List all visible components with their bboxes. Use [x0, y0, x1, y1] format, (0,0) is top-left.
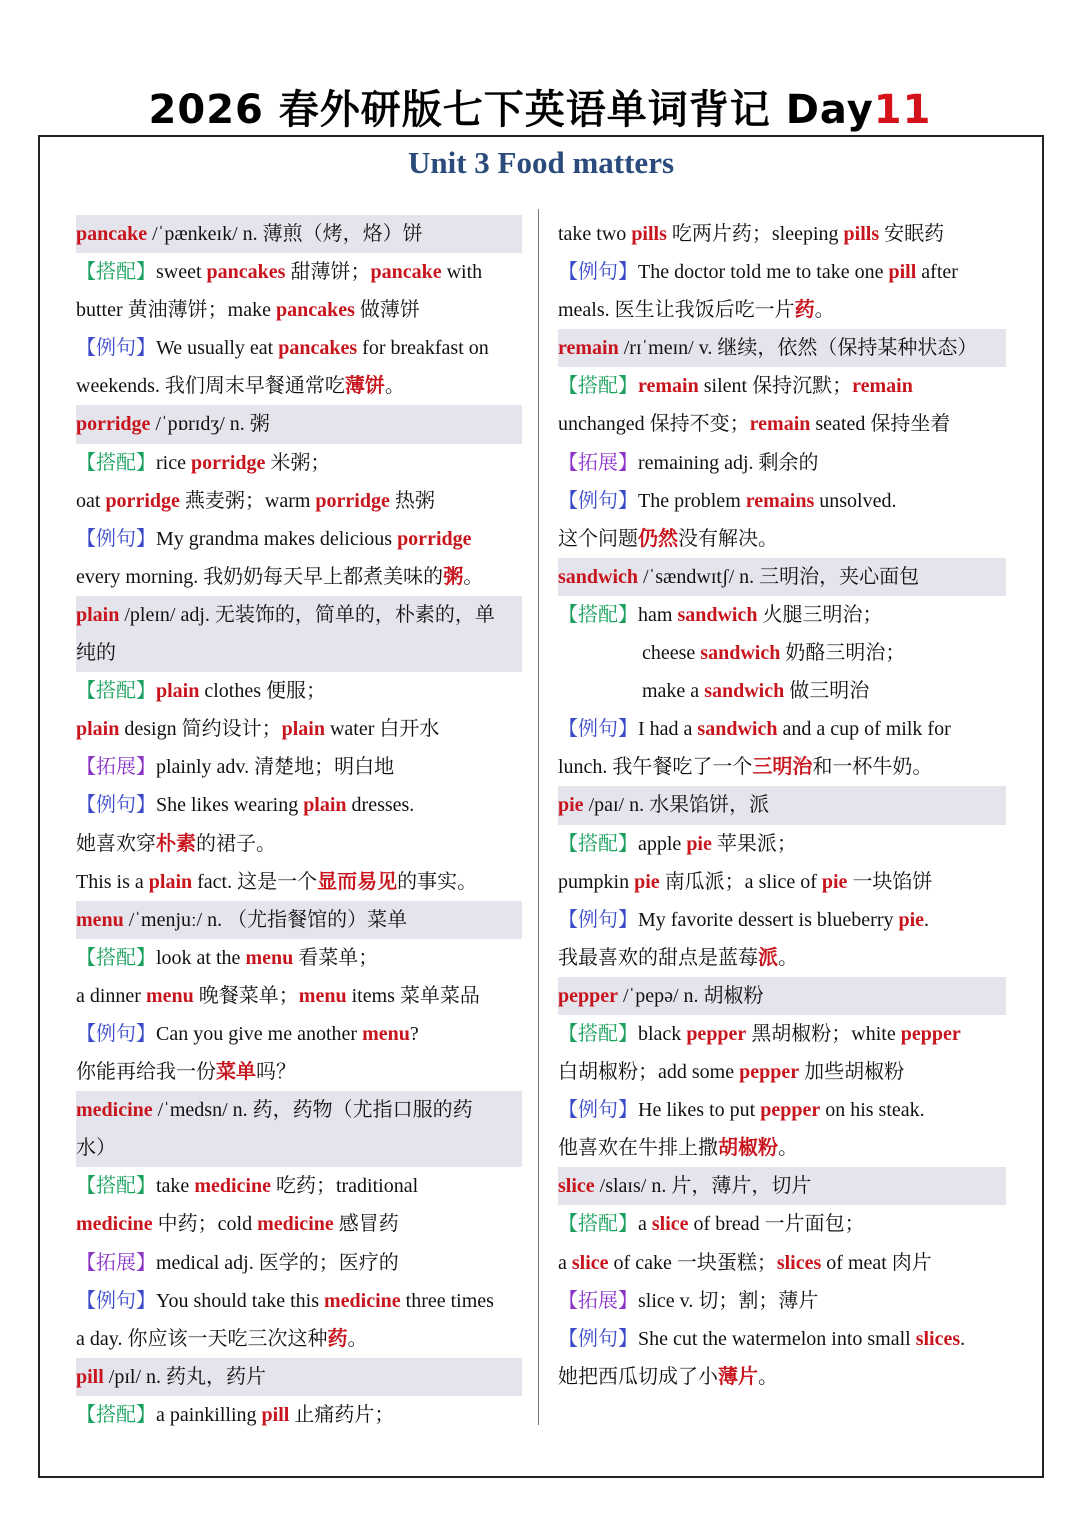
entry-line	[76, 786, 522, 824]
headword: plain	[76, 603, 120, 626]
headword: menu	[245, 946, 294, 969]
entry-header-line	[558, 558, 1006, 596]
example-tag: 【例句】	[558, 489, 638, 512]
headword: medicine	[324, 1289, 401, 1312]
text: 止痛药片；	[289, 1403, 395, 1426]
headword: pancake	[370, 261, 442, 284]
text: after	[916, 261, 958, 284]
entry-line	[76, 1244, 522, 1282]
entry-line	[558, 596, 1006, 634]
text: /pɪl/ n. 药丸，药片	[103, 1365, 267, 1388]
example-tag: 【例句】	[558, 1327, 638, 1350]
text: silent 保持沉默；	[698, 375, 853, 398]
text: 奶酪三明治；	[780, 642, 906, 665]
text: make a	[642, 680, 705, 703]
headword: pill	[888, 261, 917, 284]
text: clothes 便服；	[199, 680, 327, 703]
entry-line	[558, 672, 1006, 710]
text: rice	[156, 451, 191, 474]
entry-line	[76, 1320, 522, 1358]
headword: sandwich	[704, 680, 785, 703]
entry-line	[76, 710, 522, 748]
text: 你能再给我一份	[76, 1061, 216, 1084]
text: ?	[409, 1022, 419, 1045]
key-translation: 三明治	[752, 756, 813, 779]
headword: pancakes	[275, 299, 355, 322]
headword: pills	[631, 223, 667, 245]
entry-header-line	[76, 405, 522, 443]
text: 甜薄饼；	[285, 261, 371, 284]
headword: medicine	[76, 1099, 153, 1122]
text: 看菜单；	[293, 946, 379, 969]
unit-title: Unit 3 Food matters	[407, 145, 675, 180]
text: cheese	[642, 642, 701, 665]
entry-header-line	[76, 901, 522, 939]
extension-tag: 【拓展】	[76, 1251, 156, 1274]
key-translation: 胡椒粉	[718, 1137, 778, 1160]
text: 安眠药	[879, 223, 945, 245]
entry-line	[558, 1282, 1006, 1320]
headword: pie	[898, 908, 925, 931]
text: plainly adv. 清楚地；明白地	[156, 756, 395, 779]
headword: remain	[852, 375, 913, 398]
headword: slice	[651, 1213, 689, 1236]
entry-line	[76, 939, 522, 977]
headword: pepper	[739, 1061, 800, 1084]
entry-line	[76, 863, 522, 901]
entry-line	[558, 444, 1006, 482]
text: 一块馅饼	[847, 870, 933, 893]
collocation-tag: 【搭配】	[76, 1175, 156, 1198]
example-tag: 【例句】	[76, 1022, 156, 1045]
entry-line	[76, 1396, 522, 1434]
text: take two	[558, 223, 632, 245]
collocation-tag: 【搭配】	[76, 1403, 156, 1426]
headword: slice	[571, 1251, 609, 1274]
extension-tag: 【拓展】	[558, 1289, 638, 1312]
headword: menu	[362, 1022, 410, 1045]
entry-line	[76, 291, 522, 329]
example-tag: 【例句】	[558, 261, 638, 284]
text: black	[638, 1022, 687, 1045]
headword: remains	[745, 489, 815, 512]
text: 火腿三明治；	[757, 603, 883, 626]
text: 。	[758, 1365, 778, 1388]
entry-line	[558, 1244, 1006, 1282]
text: 和一杯牛奶。	[812, 756, 933, 779]
headword: slice	[558, 1175, 595, 1198]
text: medical adj. 医学的；医疗的	[156, 1251, 399, 1274]
entry-line	[558, 520, 1006, 558]
text: of meat 肉片	[821, 1251, 932, 1274]
headword: plain	[281, 718, 325, 741]
text: /ˈpænkeɪk/ n. 薄煎（烤，烙）饼	[147, 223, 423, 245]
key-translation: 药	[327, 1327, 348, 1350]
text: 中药；cold	[152, 1213, 258, 1236]
text: /paɪ/ n. 水果馅饼，派	[583, 794, 770, 817]
text: remaining adj. 剩余的	[638, 451, 819, 474]
text: 我最喜欢的甜点是蓝莓	[558, 946, 758, 969]
text: She cut the watermelon into small	[638, 1327, 916, 1350]
text: 。	[778, 946, 798, 969]
text: He likes to put	[638, 1099, 761, 1122]
entry-line	[76, 1053, 522, 1091]
text: We usually eat	[156, 337, 279, 360]
text: 白胡椒粉；add some	[558, 1061, 740, 1084]
text: items 菜单菜品	[346, 984, 480, 1007]
headword: pepper	[558, 984, 618, 1007]
headword: plain	[156, 680, 200, 703]
text: look at the	[156, 946, 246, 969]
example-tag: 【例句】	[558, 908, 638, 931]
text: for breakfast on	[357, 337, 489, 360]
text: 她喜欢穿	[76, 832, 156, 855]
entry-line	[558, 215, 1006, 253]
text: pumpkin	[558, 870, 635, 893]
text: design 简约设计；	[119, 718, 282, 741]
entry-line	[76, 444, 522, 482]
text: My grandma makes delicious	[156, 527, 398, 550]
entry-line	[558, 901, 1006, 939]
key-translation: 仍然	[638, 527, 678, 550]
text: Can you give me another	[156, 1022, 363, 1045]
text: 黑胡椒粉；white	[746, 1022, 901, 1045]
text: three times	[400, 1289, 494, 1312]
key-translation: 显而易见	[317, 870, 398, 893]
entry-line	[76, 977, 522, 1015]
text: My favorite dessert is blueberry	[638, 908, 899, 931]
headword: medicine	[76, 1213, 153, 1236]
entry-line	[558, 825, 1006, 863]
headword: sandwich	[677, 603, 758, 626]
headword: porridge	[190, 451, 266, 474]
text: meals. 医生让我饭后吃一片	[558, 299, 795, 322]
headword: slices	[776, 1251, 822, 1274]
collocation-tag: 【搭配】	[76, 261, 156, 284]
key-translation: 薄片	[718, 1365, 758, 1388]
example-tag: 【例句】	[76, 527, 156, 550]
entry-line	[76, 253, 522, 291]
text: .	[960, 1327, 966, 1350]
text: 燕麦粥；warm	[179, 489, 316, 512]
entry-line	[558, 863, 1006, 901]
text: dresses.	[346, 794, 415, 817]
text: 做薄饼	[354, 299, 420, 322]
headword: pepper	[760, 1099, 821, 1122]
page-title-day: 11	[873, 87, 932, 133]
text: 加些胡椒粉	[799, 1061, 905, 1084]
text: /pleɪn/ adj. 无装饰的，简单的，朴素的，单	[119, 603, 495, 626]
text: lunch. 我午餐吃了一个	[558, 756, 753, 779]
entry-line	[558, 939, 1006, 977]
text: I had a	[638, 718, 698, 741]
text: .	[924, 908, 930, 931]
text: /rɪˈmeɪn/ v. 继续，依然（保持某种状态）	[618, 337, 978, 360]
text: water 白开水	[324, 718, 440, 741]
column-divider	[538, 209, 539, 1425]
headword: pie	[558, 794, 584, 817]
extension-tag: 【拓展】	[558, 451, 638, 474]
text: 没有解决。	[678, 527, 778, 550]
entry-line	[558, 1015, 1006, 1053]
entry-header-line	[558, 1167, 1006, 1205]
collocation-tag: 【搭配】	[558, 1213, 638, 1236]
text: slice v. 切；割；薄片	[638, 1289, 819, 1312]
left-column	[76, 215, 522, 1434]
entry-line	[76, 1282, 522, 1320]
entry-header-line	[558, 977, 1006, 1015]
entry-line	[76, 672, 522, 710]
text: take	[156, 1175, 195, 1198]
text: 吃药；traditional	[270, 1175, 419, 1198]
headword: sandwich	[697, 718, 778, 741]
text: a day. 你应该一天吃三次这种	[76, 1327, 328, 1350]
text: 纯的	[76, 642, 116, 665]
entry-line	[76, 482, 522, 520]
headword: pill	[76, 1365, 104, 1388]
headword: pill	[261, 1403, 290, 1426]
entry-line	[76, 367, 522, 405]
text: 热粥	[389, 489, 435, 512]
text: 。	[778, 1137, 798, 1160]
headword: medicine	[257, 1213, 334, 1236]
collocation-tag: 【搭配】	[558, 603, 638, 626]
entry-line	[558, 710, 1006, 748]
collocation-tag: 【搭配】	[558, 375, 638, 398]
text: a painkilling	[156, 1403, 262, 1426]
text: oat	[76, 489, 106, 512]
entry-line	[76, 520, 522, 558]
entry-header-line	[76, 215, 522, 253]
entry-line	[558, 634, 1006, 672]
entry-line	[558, 1091, 1006, 1129]
headword: pancakes	[278, 337, 358, 360]
entry-line	[558, 405, 1006, 443]
text: 她把西瓜切成了小	[558, 1365, 718, 1388]
headword: porridge	[315, 489, 390, 512]
text: 。	[347, 1327, 368, 1350]
text: 水）	[76, 1137, 116, 1160]
text: The problem	[638, 489, 746, 512]
text: 。	[814, 299, 835, 322]
text: /ˈmenjuː/ n. （尤指餐馆的）菜单	[123, 908, 408, 931]
headword: slices	[915, 1327, 961, 1350]
content-frame	[38, 135, 1044, 1478]
headword: pepper	[686, 1022, 747, 1045]
entry-line	[558, 1358, 1006, 1396]
entry-header-line	[558, 786, 1006, 824]
text: seated 保持坐着	[810, 413, 951, 436]
text: 做三明治	[784, 680, 870, 703]
collocation-tag: 【搭配】	[558, 832, 638, 855]
key-translation: 药	[794, 299, 815, 322]
headword: pancake	[76, 223, 148, 245]
headword: remain	[749, 413, 811, 436]
headword: sandwich	[700, 642, 781, 665]
text: 米粥；	[265, 451, 331, 474]
text: 吗？	[256, 1061, 296, 1084]
headword: porridge	[105, 489, 180, 512]
text: every morning. 我奶奶每天早上都煮美味的	[76, 565, 444, 588]
page-title-text: 2026 春外研版七下英语单词背记 Day	[148, 87, 874, 133]
text: She likes wearing	[156, 794, 304, 817]
text: fact. 这是一个	[192, 870, 318, 893]
headword: remain	[638, 375, 699, 398]
entry-line	[558, 1320, 1006, 1358]
example-tag: 【例句】	[558, 718, 638, 741]
headword: plain	[303, 794, 347, 817]
text: This is a	[76, 870, 149, 893]
text: of cake 一块蛋糕；	[608, 1251, 777, 1274]
text: 吃两片药；sleeping	[666, 223, 844, 245]
text: The doctor told me to take one	[638, 261, 889, 284]
key-translation: 薄饼	[344, 375, 385, 398]
example-tag: 【例句】	[76, 794, 156, 817]
text: /ˈmedsn/ n. 药，药物（尤指口服的药	[152, 1099, 473, 1122]
headword: medicine	[194, 1175, 271, 1198]
text: unchanged 保持不变；	[558, 413, 750, 436]
key-translation: 派	[758, 946, 778, 969]
headword: menu	[145, 984, 194, 1007]
collocation-tag: 【搭配】	[558, 1022, 638, 1045]
text: 苹果派；	[711, 832, 797, 855]
entry-line	[76, 1205, 522, 1243]
entry-line	[558, 253, 1006, 291]
headword: pepper	[900, 1022, 961, 1045]
text: apple	[638, 832, 687, 855]
entry-header-line	[558, 329, 1006, 367]
text: /ˈpepə/ n. 胡椒粉	[618, 984, 764, 1007]
right-column	[558, 215, 1006, 1396]
example-tag: 【例句】	[76, 1289, 156, 1312]
text: 这个问题	[558, 527, 638, 550]
text: 感冒药	[333, 1213, 399, 1236]
text: unsolved.	[814, 489, 897, 512]
entry-header-line	[76, 596, 522, 634]
headword: pancakes	[206, 261, 286, 284]
extension-tag: 【拓展】	[76, 756, 156, 779]
collocation-tag: 【搭配】	[76, 680, 156, 703]
entry-line	[76, 558, 522, 596]
text: 晚餐菜单；	[193, 984, 299, 1007]
headword: plain	[148, 870, 193, 893]
text: butter 黄油薄饼；make	[76, 299, 276, 322]
headword: pie	[821, 870, 848, 893]
entry-line	[558, 1205, 1006, 1243]
headword: remain	[558, 337, 619, 360]
text: /ˈpɒrɪdʒ/ n. 粥	[150, 413, 270, 436]
collocation-tag: 【搭配】	[76, 946, 156, 969]
entry-line	[76, 329, 522, 367]
entry-line	[76, 748, 522, 786]
entry-line	[76, 1167, 522, 1205]
text: 。	[384, 375, 405, 398]
headword: porridge	[397, 527, 472, 550]
text: weekends. 我们周末早餐通常吃	[76, 375, 345, 398]
headword: sandwich	[558, 565, 639, 588]
text: 南瓜派；a slice of	[659, 870, 822, 893]
text: and a cup of milk for	[777, 718, 951, 741]
text: ham	[638, 603, 678, 626]
key-translation: 菜单	[216, 1061, 256, 1084]
entry-line	[558, 291, 1006, 329]
text: /slaɪs/ n. 片，薄片，切片	[594, 1175, 812, 1198]
entry-header-line	[76, 634, 522, 672]
headword: plain	[76, 718, 120, 741]
text: 他喜欢在牛排上撒	[558, 1137, 718, 1160]
entry-line	[558, 482, 1006, 520]
text: sweet	[156, 261, 207, 284]
text: 的裙子。	[196, 832, 276, 855]
text: 的事实。	[397, 870, 478, 893]
headword: pie	[634, 870, 660, 893]
text: You should take this	[156, 1289, 324, 1312]
key-translation: 粥	[443, 565, 464, 588]
headword: porridge	[76, 413, 151, 436]
headword: menu	[76, 908, 124, 931]
text: on his steak.	[820, 1099, 925, 1122]
headword: menu	[298, 984, 347, 1007]
text: /ˈsændwɪtʃ/ n. 三明治，夹心面包	[638, 565, 920, 588]
key-translation: 朴素	[156, 832, 196, 855]
entry-line	[558, 1129, 1006, 1167]
entry-header-line	[76, 1129, 522, 1167]
example-tag: 【例句】	[76, 337, 156, 360]
text: 。	[463, 565, 484, 588]
entry-header-line	[76, 1091, 522, 1129]
entry-line	[76, 1015, 522, 1053]
entry-header-line	[76, 1358, 522, 1396]
text: a	[558, 1251, 572, 1274]
text: with	[441, 261, 483, 284]
entry-line	[558, 748, 1006, 786]
example-tag: 【例句】	[558, 1099, 638, 1122]
page-title	[0, 78, 1080, 135]
text: a dinner	[76, 984, 146, 1007]
entry-line	[558, 1053, 1006, 1091]
collocation-tag: 【搭配】	[76, 451, 156, 474]
headword: pie	[686, 832, 712, 855]
text: of bread 一片面包；	[688, 1213, 865, 1236]
entry-line	[76, 825, 522, 863]
text: a	[638, 1213, 652, 1236]
headword: pills	[843, 223, 880, 245]
entry-line	[558, 367, 1006, 405]
